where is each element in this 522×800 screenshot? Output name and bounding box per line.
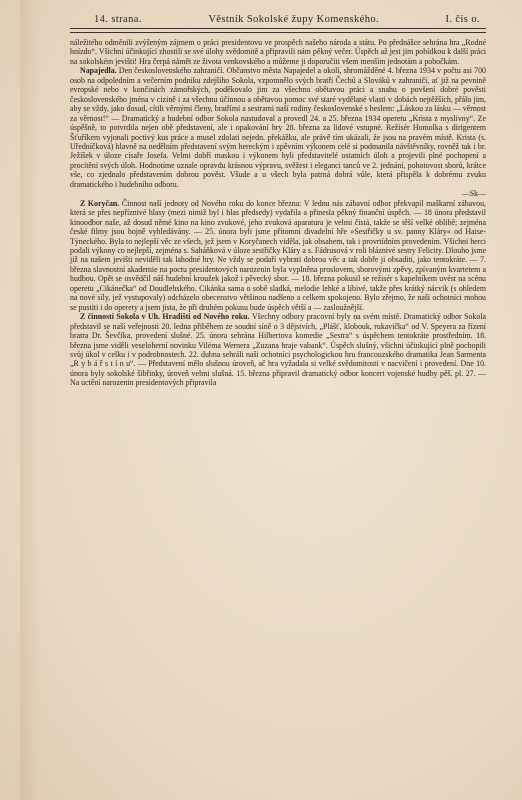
page-edge-stain xyxy=(20,0,40,800)
paragraph-text: Všechny odbory pracovní byly na svém místě. Dramatický odbor Sokola představil se naší veřejnosti 20. ledna přiběhem ze soudní síně o 3 dějstvích, „Plášť, klobouk, rukavička“ od V. Speyera za řízení bratra Dr. Ševčíka, provedení slušné. 25. února sehrána Hilbertova komedie „Sestra“ s úspěchem tentokráte prostředním. 18. března jsme viděli veseloherní novinku Viléma Wernera „Zuzana hraje vabank“. Úspěch slušný, všichni účinkující plně pochopili svůj úkol v celku i v podrobnostech. 22. dubna sehráli naši ochotníci psychologickou hru francouzského dramatika Jean Sarmenta „R y b á ř s t í n u“. — Představení mělo slušnou úroveň, ač hra vyžadala si velké svědomitosti v nacvičení i provedení. Dne 10. února byly sokolské šibřinky, úroveň velmi slušná. 15. března připravil dramatický odbor koncert vojenské hudby pěš. pl. 27. — Na uctění narozenin presidentových připravila xyxy=(70,312,486,388)
paragraph-text: náležitého odměnili zvýšeným zájmem o práci presidentovu ve prospěch našeho národa a státu. Po přednášce sehrána hra „Rodné hnízdo“. Všichni účinkující zhostili se své úlohy svědomitě a připravili nám pěkný večer. Úspěch až jest jim pobídkou k další práci na sokolském jevišti! Hra čerpá námět ze života venkovského a můžeme ji doporučiti všem menším jednotám a pobočkám. xyxy=(70,38,486,66)
paragraph-text: Den československého zahraničí. Občanstvo města Napajedel a okolí, shromážděné 4. března 1934 v počtu asi 700 osob na odpoledním a večerním podniku zdejšího Sokola, vzpomnělo svých bratří Čechů a Slováků v zahraničí, ať již na pevnině evropské nebo v končinách zámořských, poděkovalo jim za všechnu obětavou práci a snahu o povšení dobré pověsti československého jména v cizině i za všechnu účinnou a obětavou pomoc své staré vydělané vlasti v dobách nejtěžších, přálo jim, aby se vždy, jako dosud, cítili věrnými členy, bratřími a sestrami naší rodiny československé s heslem: „Láskou za lásku — věrnost za věrnost!“ — Dramatický a hudební odbor Sokola nastudoval a provedl 24. a 25. března 1934 operetu „Krista z myslivny“. Ze úspěšně, to potvrdila nejen obě představení, ale i opakování hry 28. března za lidové vstupné. Režisér Homolka s dirigentem Šťuříkem vyjonali poctivý kus práce a musel zdolati nejedn. překážku, ale právě tím ukázali, že jsou na pravém místě. Krista (s. Uředníčková) hlavně na nedělním představení svým hereckým i zpěvním výkonem celé si podmanila návštěvníky, rovněž tak i br. Ježíšek v úloze císaře Josefa. Velmi dobří maskou i výkonem byli představitelé ostatních úloh a projevili plné pochopení a procítění svých úloh. Hodnotíme uznale opravdu krásnou výpravu, svěžest i eleganci tanců ve 2. jednání, pohotovost sborů, krátce vše, co zjednalo představením dobrou pověst. Všude a u všech byla patrná dobrá vůle, která přispěla k dobrému zvuku dramatického i hudebního odboru. xyxy=(70,66,486,189)
running-header xyxy=(70,14,486,28)
section-heading: Z činnosti Sokola v Uh. Hradišti od Nového roku. xyxy=(80,312,252,322)
paragraph-uh-hradiste xyxy=(70,312,486,388)
paragraph-napajedla xyxy=(70,66,486,198)
paragraph-continued xyxy=(70,38,486,66)
author-signature: —Sk— xyxy=(461,189,486,199)
article-body xyxy=(70,38,486,388)
page-number: 14. strana. xyxy=(94,14,142,25)
section-heading: Z Koryčan. xyxy=(80,198,122,208)
issue-number: I. čís o. xyxy=(445,14,480,25)
paragraph-korycany xyxy=(70,199,486,312)
header-rule-thin xyxy=(70,32,486,33)
paragraph-text: Činnost naší jednoty od Nového roku do konce března: V lednu nás zábavní odbor překvapil maškarní zábavou, která se přes nepříznivé hlasy (mezi nimiž byl i hlas předsedy) vydařila a přinesla pěkný finanční úspěch. — 18 února představil kinoodbor naše, až dosud němé kino na kino zvukové, jeho zvuková aparatura je velmi čistá, takže se těší velké oblibě; zejména české filmy jsou hojně vyhledávány. — 25. února byli jsme přítomni divadelní hře »Sestřičky u sv. panny Kláry« od Haise-Týneckého. Byla to nejlepší věc ze všech, jež jsem v Koryčanech viděla, jak obsahem, tak i provrtídním provedením. Všichni herci podali výkony co nejlepší, zejména s. Saháňková v úloze sestřičky Kláry a s. Fádrusová v roli bláznivé sestry Felicity. Dlouho jsme již na našem jevišti neviděli tak lahodné hry. Ne vždy se podaří vybrati dobrou věc a tak dobře ji obsaditi, jako tentokráte. — 7. března slavnostní akademie na poctu presidentových narozenin byla vyplněna proslovem, sborovými zpěvy, zpívaným kvartetem a hudbou. Opět se osvědčil náš hudební kroužek jakož i pěvecký sbor. — 18. března pokusil se režisér s kapelníkem uvést na scénu operetu „Cikánečka“ od Doudlebského. Cikánka sama o sobě sladká, melodie lehké a líbivé, takže přes krátký nácvik (s ohledem na nové síly, jež vystupovaly) odcházelo obecenstvo většinou nadšeno a celkem spokojeno. Bylo zřejmo, že naši ochotníci mohou se pustiti i do operety a jsem jista, že při druhém pokusu bude úspěch větší a — zasloužnější. xyxy=(70,198,486,312)
header-rule xyxy=(70,28,486,29)
section-heading: Napajedla. xyxy=(80,66,119,76)
journal-title: Věstník Sokolské župy Komenského. xyxy=(208,14,380,25)
